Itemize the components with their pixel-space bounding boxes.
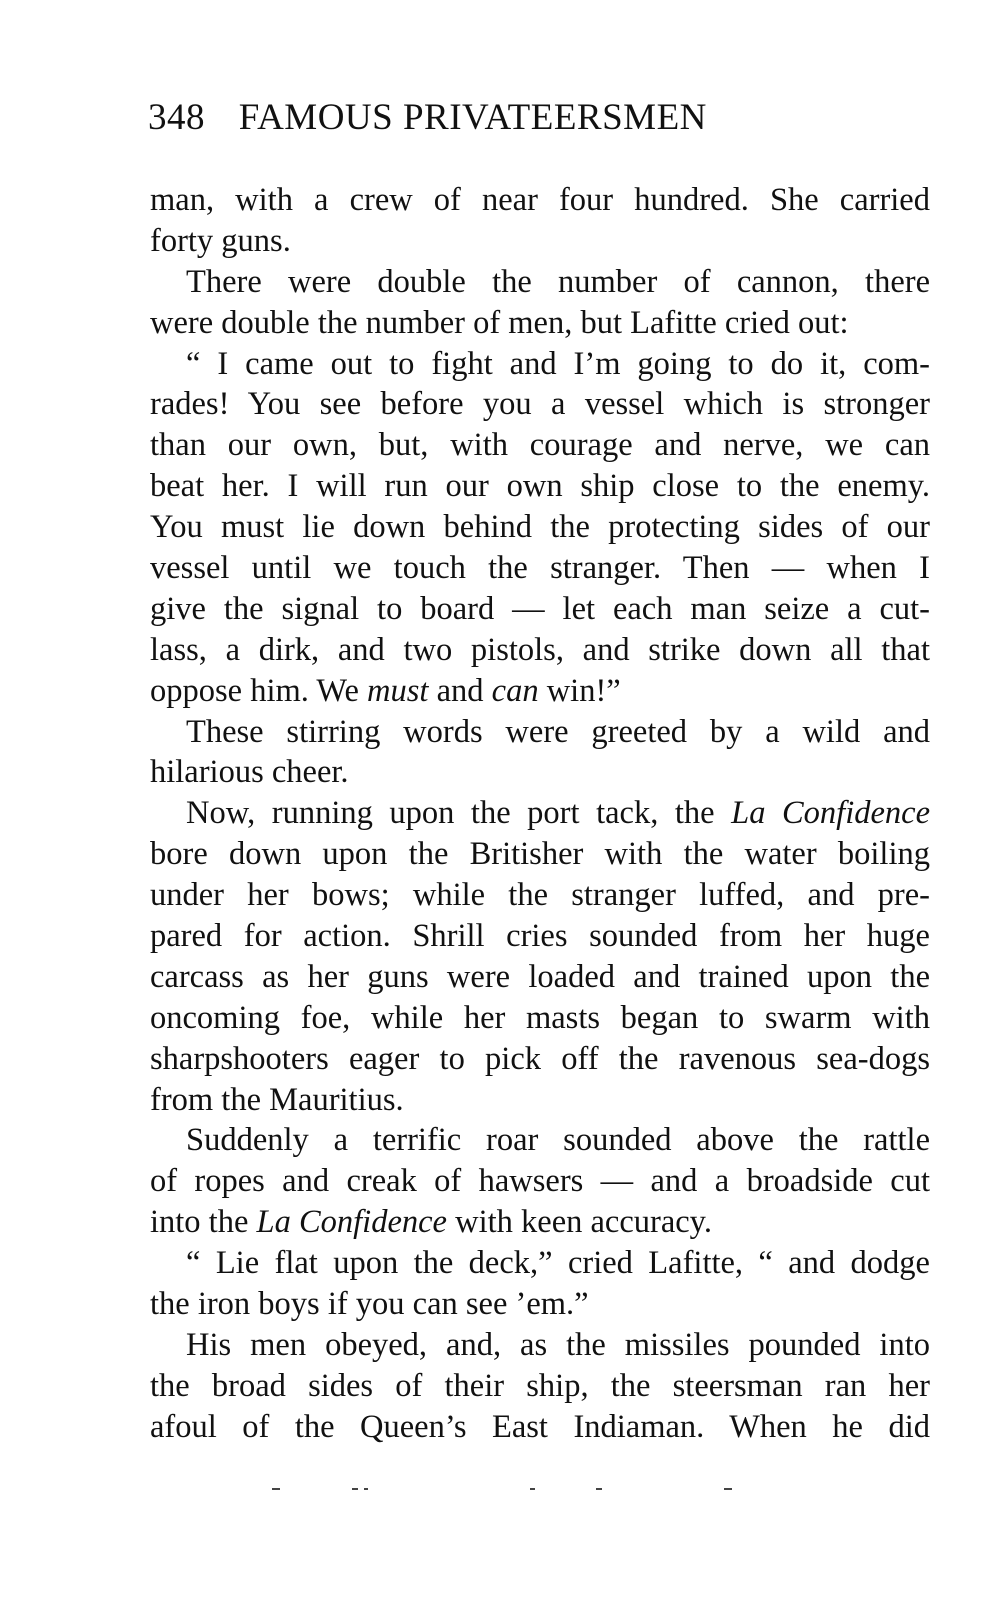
text-line <box>150 262 930 303</box>
text-span: beat her. I will run our own ship close to the enemy. <box>150 468 930 505</box>
italic-span: can <box>491 672 539 709</box>
text-span: man, with a crew of near four hundred. She carried <box>150 182 930 218</box>
text-span: “ Lie flat upon the deck,” cried Lafitte, “ and dodge <box>186 1245 930 1282</box>
text-span: give the signal to board — let each man seize a cut- <box>150 590 930 627</box>
text-span: from the Mauritius. <box>150 1081 404 1118</box>
text-span: win!” <box>538 672 621 709</box>
text-span: oncoming foe, while her masts began to swarm with <box>150 999 930 1036</box>
text-span: carcass as her guns were loaded and trained upon the <box>150 958 930 995</box>
text-line <box>150 589 930 630</box>
text-line <box>150 425 930 466</box>
page-number: 348 <box>148 97 205 138</box>
text-span: into the <box>150 1204 257 1241</box>
text-span: of ropes and creak of hawsers — and a broadside cut <box>150 1163 930 1200</box>
italic-span: La Confidence <box>731 795 931 832</box>
text-line <box>150 793 930 834</box>
text-line <box>150 344 930 385</box>
text-line <box>150 1202 930 1243</box>
text-span: These stirring words were greeted by a wild and <box>186 713 930 750</box>
text-span: pared for action. Shrill cries sounded from her huge <box>150 918 930 955</box>
text-line <box>150 712 930 753</box>
text-line <box>150 752 930 793</box>
text-span: and <box>428 672 492 709</box>
text-span: lass, a dirk, and two pistols, and strike down all that <box>150 631 930 668</box>
text-line <box>150 180 930 221</box>
text-span: with keen accuracy. <box>446 1204 712 1241</box>
text-span: rades! You see before you a vessel which is stronger <box>150 386 930 423</box>
text-span: sharpshooters eager to pick off the ravenous sea-dogs <box>150 1040 930 1077</box>
text-line <box>150 875 930 916</box>
text-span: hilarious cheer. <box>150 754 349 791</box>
running-header <box>148 96 707 139</box>
text-span: bore down upon the Britisher with the water boiling <box>150 836 930 873</box>
text-line <box>150 1407 930 1448</box>
text-line <box>150 1325 930 1366</box>
text-span: afoul of the Queen’s East Indiaman. When he did <box>150 1408 930 1445</box>
text-line <box>150 1366 930 1407</box>
text-span: the broad sides of their ship, the steersman ran her <box>150 1367 930 1404</box>
italic-span: La Confidence <box>256 1204 447 1241</box>
text-line <box>150 384 930 425</box>
text-span: Suddenly a terrific roar sounded above the rattle <box>186 1122 930 1159</box>
text-line <box>150 1039 930 1080</box>
text-span: Now, running upon the port tack, the <box>186 795 732 832</box>
text-span: forty guns. <box>150 222 291 259</box>
text-line <box>150 916 930 957</box>
text-line <box>150 1284 930 1325</box>
text-line <box>150 507 930 548</box>
text-line <box>150 1120 930 1161</box>
text-span: the iron boys if you can see ’em.” <box>150 1286 589 1323</box>
text-span: His men obeyed, and, as the missiles pounded into <box>186 1326 930 1363</box>
text-line <box>150 466 930 507</box>
text-span: oppose him. We <box>150 672 368 709</box>
text-span: There were double the number of cannon, there <box>186 263 930 300</box>
scan-marks <box>0 1488 1000 1496</box>
text-span: were double the number of men, but Lafitte cried out: <box>150 304 849 341</box>
text-line <box>150 303 930 344</box>
text-span: vessel until we touch the stranger. Then — when I <box>150 550 930 587</box>
running-title: FAMOUS PRIVATEERSMEN <box>238 97 707 138</box>
text-line <box>150 630 930 671</box>
text-line <box>150 671 930 712</box>
text-line <box>150 1080 930 1121</box>
text-span: You must lie down behind the protecting sides of our <box>150 509 930 546</box>
text-line <box>150 957 930 998</box>
text-line <box>150 1243 930 1284</box>
text-line <box>150 834 930 875</box>
body-text <box>150 180 930 1448</box>
text-span: “ I came out to fight and I’m going to do it, com- <box>186 345 930 382</box>
text-line <box>150 1161 930 1202</box>
text-line <box>150 548 930 589</box>
text-span: than our own, but, with courage and nerve, we can <box>150 427 930 464</box>
text-line <box>150 221 930 262</box>
text-span: under her bows; while the stranger luffed, and pre- <box>150 877 930 914</box>
text-line <box>150 998 930 1039</box>
italic-span: must <box>367 672 429 709</box>
